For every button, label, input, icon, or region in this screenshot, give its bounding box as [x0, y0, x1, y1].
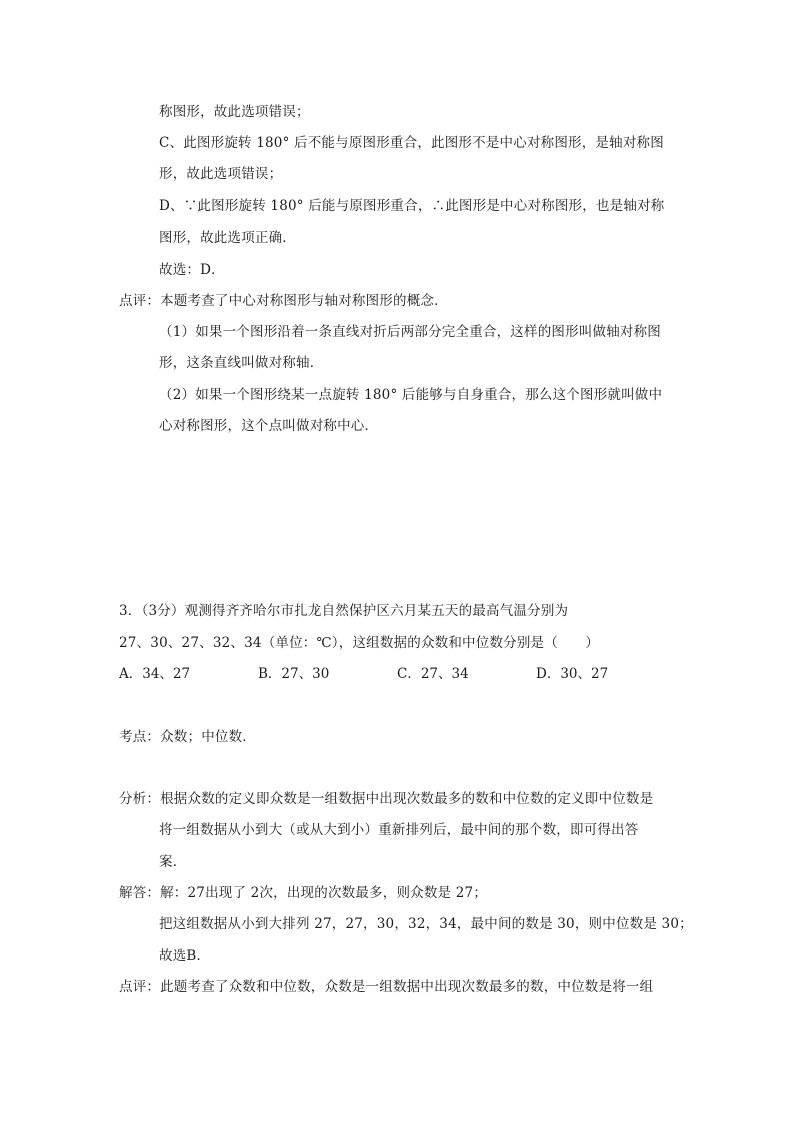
answer-line: 把这组数据从小到大排列 27，27，30，32，34，最中间的数是 30，则中位数是 30； [159, 916, 693, 932]
answer-line: 解答：解：27出现了 2次，出现的次数最多，则众数是 27； [119, 885, 488, 901]
text-line: D、∵此图形旋转 180° 后能与原图形重合，∴此图形是中心对称图形，也是轴对称 [159, 198, 665, 214]
option-c: C．27、34 [397, 666, 469, 682]
text-line: 称图形，故此选项错误； [159, 104, 310, 120]
option-a: A．34、27 [119, 666, 191, 682]
text-line: （1）如果一个图形沿着一条直线对折后两部分完全重合，这样的图形叫做轴对称图 [159, 324, 661, 340]
text-line: 心对称图形，这个点叫做对称中心． [159, 418, 379, 434]
question-stem: 27、30、27、32、34（单位：℃），这组数据的众数和中位数分别是（ ） [119, 635, 600, 651]
analysis-line: 案． [159, 854, 187, 870]
comment-line: 点评：此题考查了众数和中位数，众数是一组数据中出现次数最多的数，中位数是将一组 [119, 979, 654, 995]
answer-line: 故选B． [159, 948, 211, 964]
text-line: C、此图形旋转 180° 后不能与原图形重合，此图形不是中心对称图形，是轴对称图 [159, 135, 664, 151]
text-line: 图形，故此选项正确． [159, 230, 296, 246]
text-line: 故选：D． [159, 262, 225, 278]
analysis-line: 将一组数据从小到大（或从大到小）重新排列后，最中间的那个数，即可得出答 [159, 822, 639, 838]
kaodian-line: 考点：众数；中位数． [119, 729, 256, 745]
option-b: B．27、30 [258, 666, 330, 682]
option-d: D．30、27 [536, 666, 609, 682]
text-line: 形，故此选项错误； [159, 166, 283, 182]
text-line: （2）如果一个图形绕某一点旋转 180° 后能够与自身重合，那么这个图形就叫做中 [159, 387, 663, 403]
comment-heading: 点评：本题考查了中心对称图形与轴对称图形的概念． [119, 293, 448, 309]
text-line: 形，这条直线叫做对称轴． [159, 355, 324, 371]
question-stem: 3．（3分）观测得齐齐哈尔市扎龙自然保护区六月某五天的最高气温分别为 [119, 603, 569, 619]
analysis-line: 分析：根据众数的定义即众数是一组数据中出现次数最多的数和中位数的定义即中位数是 [119, 791, 654, 807]
